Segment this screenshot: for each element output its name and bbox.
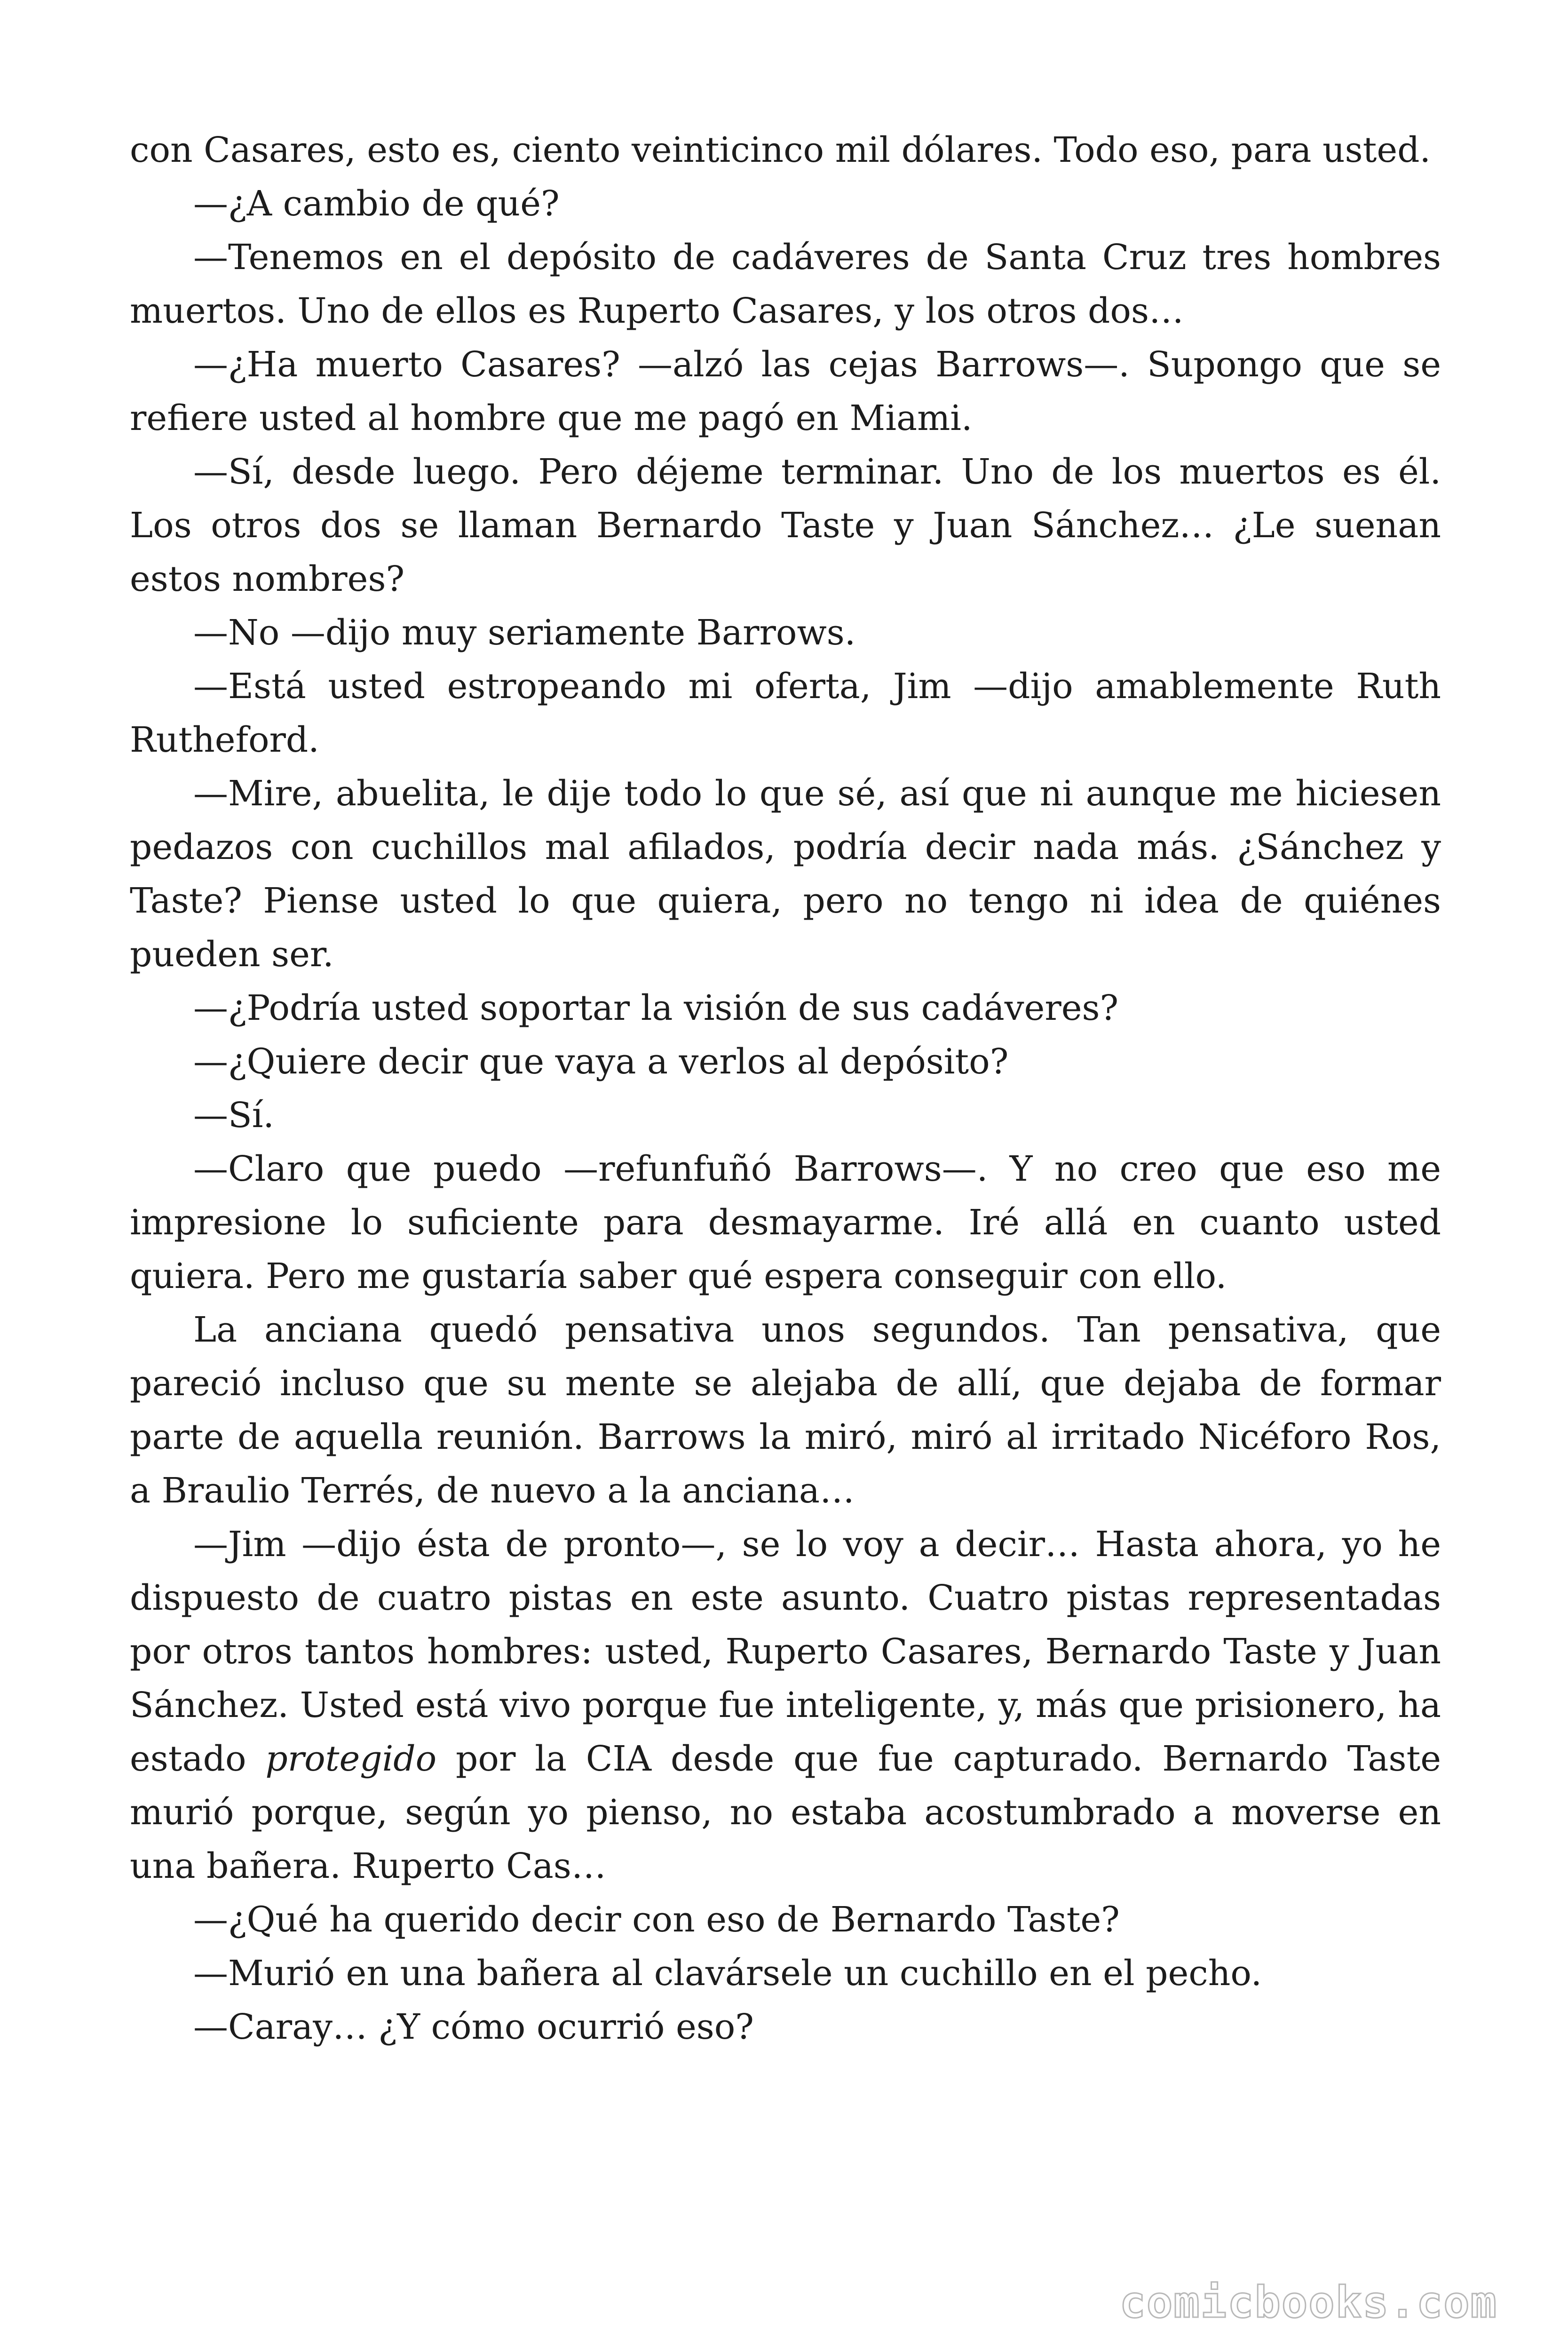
paragraph: —¿A cambio de qué? [193, 183, 560, 224]
paragraph: —Claro que puedo —refunfuñó Barrows—. Y no creo que eso me impresione lo suficiente para desmayarme. Iré allá en cuanto usted quiera. Pero me gustaría saber qué espera conseguir con ello. [130, 1149, 1441, 1296]
paragraph: —Sí. [193, 1095, 274, 1136]
paragraph: —¿Quiere decir que vaya a verlos al depósito? [193, 1041, 1009, 1082]
paragraph: —Está usted estropeando mi oferta, Jim —dijo amablemente Ruth Rutheford. [130, 666, 1441, 760]
emphasized-word: protegido [265, 1739, 437, 1779]
paragraph-text-after: por la CIA desde que fue capturado. Bernardo Taste murió porque, según yo pienso, no estaba acostumbrado a moverse en una bañera. Ruperto Cas… [130, 1739, 1441, 1886]
paragraph: —¿Ha muerto Casares? —alzó las cejas Barrows—. Supongo que se refiere usted al hombre que me pagó en Miami. [130, 344, 1441, 438]
paragraph-text-before: —Jim —dijo ésta de pronto—, se lo voy a decir… Hasta ahora, yo he dispuesto de cuatro pistas en este asunto. Cuatro pistas representadas por otros tantos hombres: usted, Ruperto Casares, Bernardo Taste y Juan Sánchez. Usted está vivo porque fue inteligente, y, más que prisionero, ha estado [130, 1524, 1441, 1779]
page-body-text [130, 123, 1441, 2054]
paragraph: —Sí, desde luego. Pero déjeme terminar. Uno de los muertos es él. Los otros dos se llaman Bernardo Taste y Juan Sánchez… ¿Le suenan estos nombres? [130, 452, 1441, 599]
paragraph: —Caray… ¿Y cómo ocurrió eso? [193, 2007, 754, 2047]
paragraph: —¿Qué ha querido decir con eso de Bernardo Taste? [193, 1899, 1120, 1940]
paragraph: —No —dijo muy seriamente Barrows. [193, 612, 856, 653]
paragraph: —Murió en una bañera al clavársele un cuchillo en el pecho. [193, 1953, 1262, 1994]
paragraph-with-emphasis [130, 1518, 1441, 1893]
paragraph: con Casares, esto es, ciento veinticinco mil dólares. Todo eso, para usted. [130, 130, 1431, 170]
paragraph: —¿Podría usted soportar la visión de sus cadáveres? [193, 988, 1119, 1028]
watermark: comicbooks.com [1119, 2277, 1497, 2328]
paragraph: —Mire, abuelita, le dije todo lo que sé, así que ni aunque me hiciesen pedazos con cuchillos mal afilados, podría decir nada más. ¿Sánchez y Taste? Piense usted lo que quiera, pero no tengo ni idea de quiénes pueden ser. [130, 773, 1441, 975]
paragraph: —Tenemos en el depósito de cadáveres de Santa Cruz tres hombres muertos. Uno de ellos es Ruperto Casares, y los otros dos… [130, 237, 1441, 331]
paragraph: La anciana quedó pensativa unos segundos. Tan pensativa, que pareció incluso que su mente se alejaba de allí, que dejaba de formar parte de aquella reunión. Barrows la miró, miró al irritado Nicéforo Ros, a Braulio Terrés, de nuevo a la anciana… [130, 1310, 1441, 1511]
